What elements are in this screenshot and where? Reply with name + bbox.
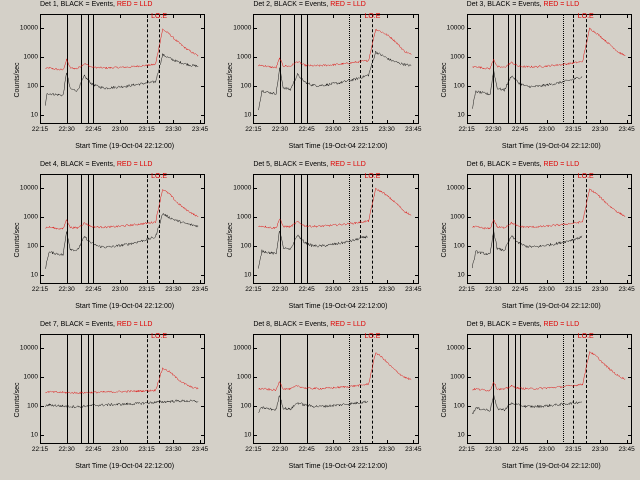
series-lld xyxy=(259,188,412,229)
plot-area xyxy=(19,13,209,133)
annotation-loe: LO.E xyxy=(577,13,594,20)
series-canvas xyxy=(253,174,418,284)
panel-detector-label: Det 2, xyxy=(253,1,273,8)
chart-panel-8 xyxy=(213,320,426,480)
x-axis-label: Start Time (19-Oct-04 22:12:00) xyxy=(501,463,601,470)
y-tick-label: 1000 xyxy=(450,53,465,61)
x-tick-label: 23:15 xyxy=(565,446,582,453)
x-tick-label: 23:45 xyxy=(191,286,209,293)
annotation-loe: LO.E xyxy=(364,173,381,180)
series-lld xyxy=(259,29,412,68)
legend-black: BLACK = Events, xyxy=(60,321,115,328)
y-axis-label: Counts/sec xyxy=(440,382,448,418)
y-tick-label: 10000 xyxy=(233,184,252,192)
x-tick-label: 23:00 xyxy=(325,446,342,453)
y-axis-label: Counts/sec xyxy=(227,62,235,98)
legend-red: RED = LLD xyxy=(543,1,580,8)
series-lld xyxy=(472,352,625,392)
chart-panel-4 xyxy=(0,160,213,320)
x-tick-label: 23:30 xyxy=(378,446,395,453)
x-tick-label: 23:00 xyxy=(538,286,555,293)
x-tick-label: 23:45 xyxy=(191,126,209,133)
y-tick-label: 10 xyxy=(30,431,38,439)
x-tick-label: 23:00 xyxy=(111,126,129,133)
x-tick-label: 23:15 xyxy=(565,126,582,133)
x-tick-label: 22:15 xyxy=(31,286,49,293)
panel-title xyxy=(467,321,636,333)
chart-panel-6 xyxy=(427,160,640,320)
y-tick-label: 10 xyxy=(457,271,465,279)
plot-area xyxy=(233,13,422,133)
x-tick-label: 23:30 xyxy=(378,126,395,133)
x-tick-label: 22:15 xyxy=(458,446,475,453)
x-tick-label: 23:00 xyxy=(538,126,555,133)
x-axis-label: Start Time (19-Oct-04 22:12:00) xyxy=(288,463,388,470)
x-tick-label: 23:45 xyxy=(405,126,422,133)
series-canvas xyxy=(467,334,632,444)
panel-title xyxy=(253,161,422,173)
y-tick-label: 100 xyxy=(27,82,38,90)
x-tick-label: 23:15 xyxy=(138,286,155,293)
series-canvas xyxy=(467,174,632,284)
x-tick-label: 22:45 xyxy=(511,286,529,293)
x-tick-label: 22:30 xyxy=(485,126,502,133)
y-tick-label: 10 xyxy=(244,111,252,119)
x-tick-label: 22:45 xyxy=(298,126,315,133)
panel-title xyxy=(467,161,636,173)
panel-detector-label: Det 1, xyxy=(40,1,59,8)
x-tick-label: 23:30 xyxy=(591,446,609,453)
x-tick-label: 23:45 xyxy=(405,286,422,293)
x-tick-label: 23:45 xyxy=(618,286,635,293)
y-tick-label: 100 xyxy=(240,82,252,90)
x-axis-label: Start Time (19-Oct-04 22:12:00) xyxy=(75,303,175,310)
x-tick-label: 23:45 xyxy=(191,446,209,453)
x-tick-label: 23:30 xyxy=(591,126,609,133)
y-axis-label: Counts/sec xyxy=(440,62,448,98)
y-tick-label: 100 xyxy=(453,402,465,410)
x-tick-label: 22:45 xyxy=(298,286,315,293)
y-tick-label: 1000 xyxy=(23,373,38,381)
x-tick-label: 23:15 xyxy=(565,286,582,293)
series-lld xyxy=(472,28,625,70)
x-axis-label: Start Time (19-Oct-04 22:12:00) xyxy=(288,303,388,310)
x-tick-label: 22:30 xyxy=(271,446,289,453)
panel-detector-label: Det 5, xyxy=(253,161,273,168)
series-events xyxy=(472,231,582,268)
x-tick-label: 23:30 xyxy=(165,126,182,133)
y-tick-label: 10 xyxy=(457,111,465,119)
series-canvas xyxy=(253,334,418,444)
x-tick-label: 23:00 xyxy=(325,126,342,133)
series-events xyxy=(45,213,198,269)
y-axis-label: Counts/sec xyxy=(227,222,235,258)
series-lld xyxy=(472,189,625,229)
y-tick-label: 100 xyxy=(27,402,38,410)
chart-panel-5 xyxy=(213,160,426,320)
legend-red: RED = LLD xyxy=(330,321,366,328)
x-tick-label: 23:15 xyxy=(351,446,369,453)
legend-black: BLACK = Events, xyxy=(273,1,329,8)
chart-panel-7 xyxy=(0,320,213,480)
x-tick-label: 22:30 xyxy=(271,286,289,293)
chart-panel-9 xyxy=(427,320,640,480)
x-tick-label: 23:15 xyxy=(138,446,155,453)
x-axis-label: Start Time (19-Oct-04 22:12:00) xyxy=(75,143,175,150)
x-tick-label: 22:30 xyxy=(58,446,75,453)
panel-title xyxy=(253,1,422,13)
y-tick-label: 100 xyxy=(453,82,465,90)
plot-area xyxy=(446,13,635,133)
x-tick-label: 23:45 xyxy=(618,126,635,133)
plot-area xyxy=(233,173,422,293)
y-tick-label: 10 xyxy=(30,111,38,119)
legend-red: RED = LLD xyxy=(116,321,153,328)
annotation-loe: LO.E xyxy=(364,13,381,20)
x-tick-label: 23:00 xyxy=(111,446,129,453)
y-tick-label: 1000 xyxy=(23,53,38,61)
x-tick-label: 23:30 xyxy=(165,286,182,293)
chart-panel-2 xyxy=(213,0,426,160)
x-tick-label: 22:15 xyxy=(245,286,262,293)
x-tick-label: 22:15 xyxy=(245,446,262,453)
legend-black: BLACK = Events, xyxy=(487,1,542,8)
y-axis-label: Counts/sec xyxy=(14,62,22,98)
x-tick-label: 22:15 xyxy=(458,126,475,133)
series-lld xyxy=(259,353,412,391)
x-tick-label: 22:45 xyxy=(85,286,102,293)
panel-detector-label: Det 4, xyxy=(40,161,59,168)
x-tick-label: 22:45 xyxy=(511,126,529,133)
panel-title xyxy=(253,321,422,333)
series-events xyxy=(45,400,198,408)
series-canvas xyxy=(40,14,205,124)
series-canvas xyxy=(467,14,632,124)
x-axis-label: Start Time (19-Oct-04 22:12:00) xyxy=(501,143,601,150)
series-events xyxy=(472,394,582,414)
x-tick-label: 22:45 xyxy=(511,446,529,453)
legend-red: RED = LLD xyxy=(116,1,153,8)
x-tick-label: 22:30 xyxy=(58,286,75,293)
panel-detector-label: Det 6, xyxy=(466,161,486,168)
annotation-loe: LO.E xyxy=(151,173,168,180)
x-tick-label: 23:15 xyxy=(351,286,369,293)
legend-black: BLACK = Events, xyxy=(273,321,329,328)
y-tick-label: 10 xyxy=(244,271,252,279)
panel-title xyxy=(40,321,209,333)
panel-detector-label: Det 9, xyxy=(466,321,486,328)
x-tick-label: 23:45 xyxy=(618,446,635,453)
panel-detector-label: Det 3, xyxy=(466,1,486,8)
legend-black: BLACK = Events, xyxy=(60,1,115,8)
series-events xyxy=(259,231,369,269)
panel-title xyxy=(467,1,636,13)
x-tick-label: 23:15 xyxy=(138,126,155,133)
series-canvas xyxy=(40,174,205,284)
y-tick-label: 10000 xyxy=(19,344,38,352)
panel-detector-label: Det 7, xyxy=(40,321,59,328)
series-events xyxy=(45,54,198,106)
annotation-loe: LO.E xyxy=(577,333,594,340)
x-tick-label: 22:30 xyxy=(485,446,502,453)
x-tick-label: 22:15 xyxy=(245,126,262,133)
x-axis-label: Start Time (19-Oct-04 22:12:00) xyxy=(288,143,388,150)
plot-area xyxy=(446,173,635,293)
panel-detector-label: Det 8, xyxy=(253,321,273,328)
x-axis-label: Start Time (19-Oct-04 22:12:00) xyxy=(75,463,175,470)
legend-black: BLACK = Events, xyxy=(487,321,542,328)
x-tick-label: 22:15 xyxy=(458,286,475,293)
y-tick-label: 100 xyxy=(27,242,38,250)
chart-panel-3 xyxy=(427,0,640,160)
y-tick-label: 10000 xyxy=(446,344,465,352)
x-tick-label: 22:45 xyxy=(85,446,102,453)
y-tick-label: 1000 xyxy=(236,373,252,381)
y-axis-label: Counts/sec xyxy=(14,222,22,258)
plot-area xyxy=(233,333,422,453)
x-tick-label: 22:45 xyxy=(85,126,102,133)
y-tick-label: 10 xyxy=(244,431,252,439)
x-tick-label: 22:15 xyxy=(31,126,49,133)
y-tick-label: 1000 xyxy=(23,213,38,221)
plot-area xyxy=(446,333,635,453)
y-tick-label: 1000 xyxy=(236,53,252,61)
series-canvas xyxy=(40,334,205,444)
y-axis-label: Counts/sec xyxy=(440,222,448,258)
x-tick-label: 23:00 xyxy=(111,286,129,293)
legend-red: RED = LLD xyxy=(543,321,580,328)
annotation-loe: LO.E xyxy=(151,333,168,340)
annotation-loe: LO.E xyxy=(364,333,381,340)
y-tick-label: 100 xyxy=(453,242,465,250)
y-axis-label: Counts/sec xyxy=(227,382,235,418)
series-lld xyxy=(45,189,198,229)
y-tick-label: 100 xyxy=(240,402,252,410)
series-events xyxy=(472,70,582,109)
x-tick-label: 22:15 xyxy=(31,446,49,453)
plot-area xyxy=(19,173,209,293)
y-tick-label: 1000 xyxy=(236,213,252,221)
legend-black: BLACK = Events, xyxy=(60,161,115,168)
y-tick-label: 10000 xyxy=(446,184,465,192)
panel-title xyxy=(40,161,209,173)
legend-red: RED = LLD xyxy=(330,1,366,8)
y-tick-label: 10000 xyxy=(19,24,38,32)
series-events xyxy=(259,51,412,110)
y-tick-label: 10000 xyxy=(233,24,252,32)
x-tick-label: 22:45 xyxy=(298,446,315,453)
x-tick-label: 22:30 xyxy=(485,286,502,293)
legend-black: BLACK = Events, xyxy=(487,161,542,168)
x-tick-label: 23:00 xyxy=(325,286,342,293)
panel-title xyxy=(40,1,209,13)
annotation-loe: LO.E xyxy=(151,13,168,20)
x-tick-label: 23:30 xyxy=(378,286,395,293)
legend-black: BLACK = Events, xyxy=(273,161,329,168)
chart-panel-1 xyxy=(0,0,213,160)
y-tick-label: 1000 xyxy=(450,213,465,221)
annotation-loe: LO.E xyxy=(577,173,594,180)
series-canvas xyxy=(253,14,418,124)
x-tick-label: 23:45 xyxy=(405,446,422,453)
y-tick-label: 10000 xyxy=(233,344,252,352)
x-tick-label: 23:30 xyxy=(591,286,609,293)
y-tick-label: 10000 xyxy=(446,24,465,32)
y-tick-label: 1000 xyxy=(450,373,465,381)
plot-area xyxy=(19,333,209,453)
series-events xyxy=(259,396,369,413)
y-tick-label: 100 xyxy=(240,242,252,250)
y-tick-label: 10 xyxy=(457,431,465,439)
y-tick-label: 10 xyxy=(30,271,38,279)
x-axis-label: Start Time (19-Oct-04 22:12:00) xyxy=(501,303,601,310)
x-tick-label: 23:30 xyxy=(165,446,182,453)
series-lld xyxy=(45,29,198,70)
y-axis-label: Counts/sec xyxy=(14,382,22,418)
series-lld xyxy=(45,368,198,394)
x-tick-label: 22:30 xyxy=(271,126,289,133)
y-tick-label: 10000 xyxy=(19,184,38,192)
x-tick-label: 22:30 xyxy=(58,126,75,133)
x-tick-label: 23:00 xyxy=(538,446,555,453)
legend-red: RED = LLD xyxy=(543,161,580,168)
x-tick-label: 23:15 xyxy=(351,126,369,133)
legend-red: RED = LLD xyxy=(330,161,366,168)
legend-red: RED = LLD xyxy=(116,161,153,168)
